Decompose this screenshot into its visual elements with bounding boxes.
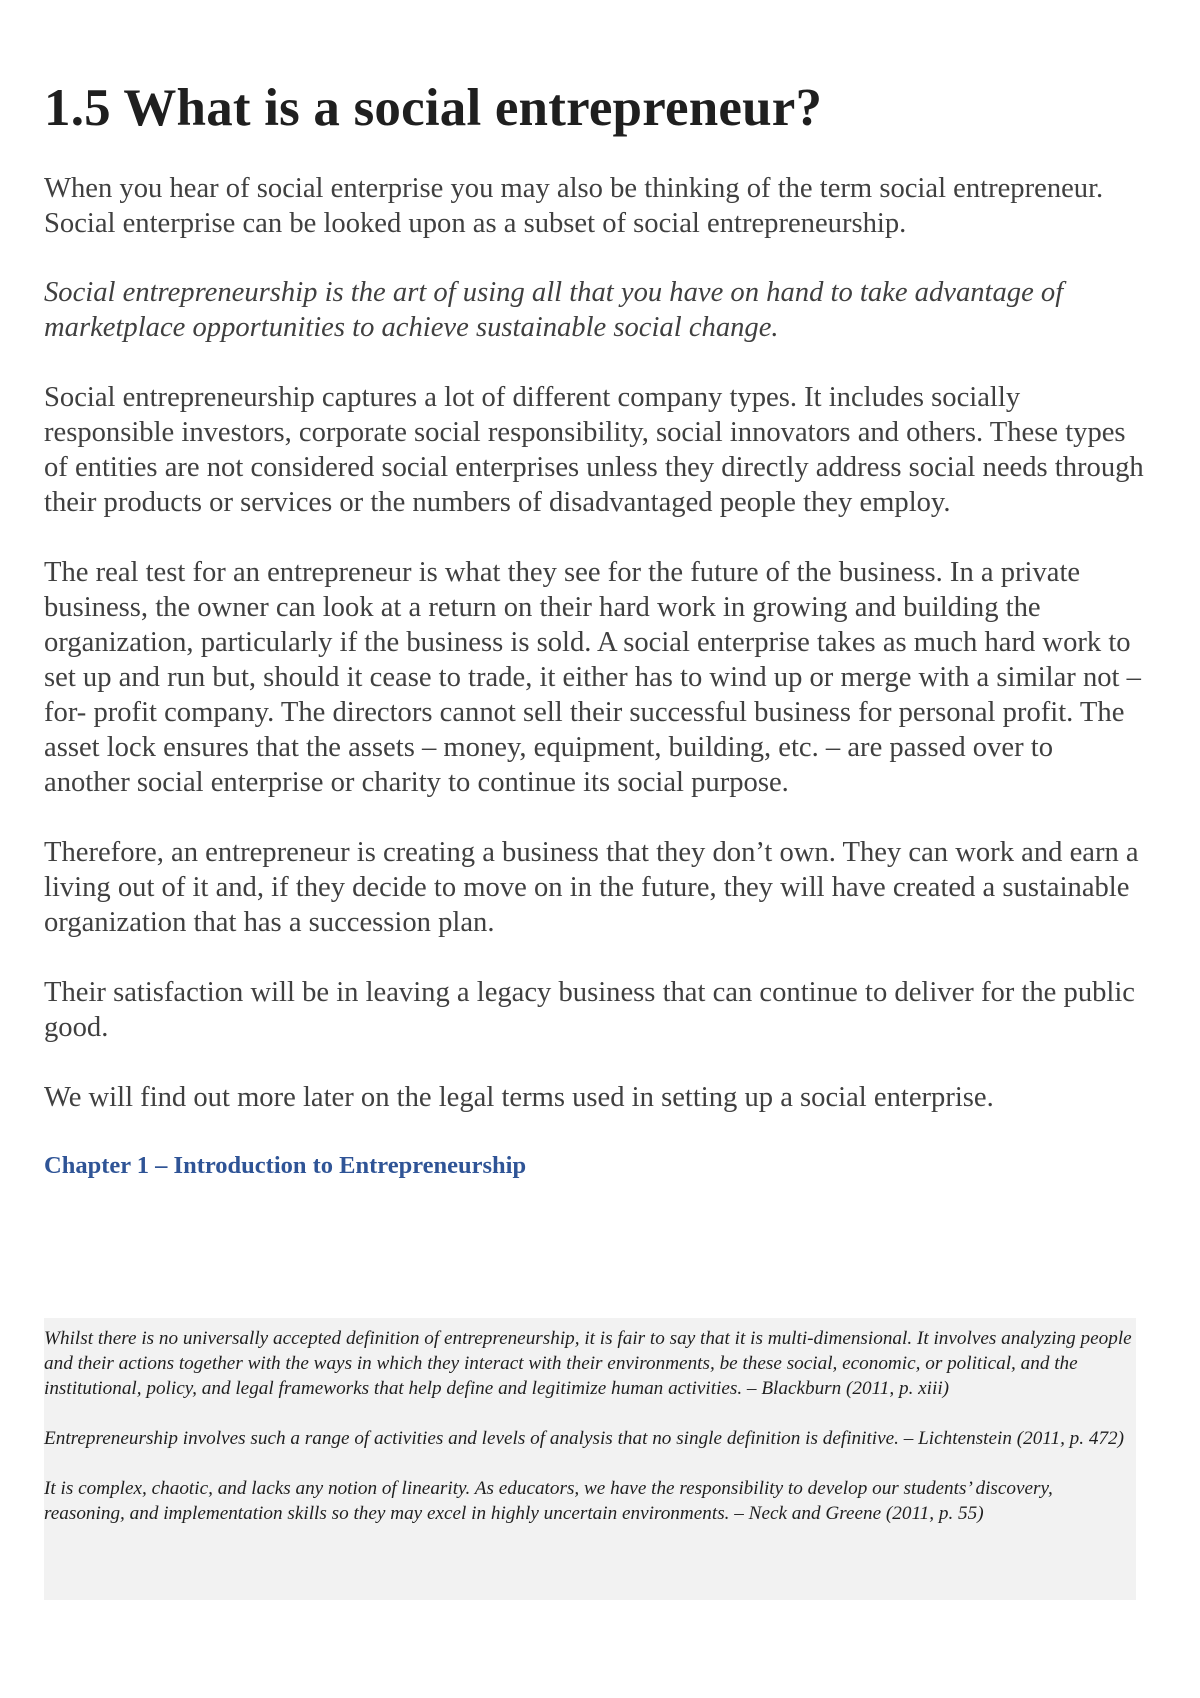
quote-neck-greene: It is complex, chaotic, and lacks any notion of linearity. As educators, we have the responsibility to develop our students’ discovery, reasoning, and implementation skills so they may excel in highly uncertain environments. – Neck and Greene (2011, p. 55) xyxy=(44,1478,1053,1524)
paragraph-definition: Social entrepreneurship is the art of using all that you have on hand to take advantage of marketplace opportunities to achieve sustainable social change. xyxy=(44,277,1064,343)
quotes-box xyxy=(44,1318,1136,1600)
paragraph-real-test: The real test for an entrepreneur is what they see for the future of the business. In a private business, the owner can look at a return on their hard work in growing and building the organization, particularly if the business is sold. A social enterprise takes as much hard work to set up and run but, should it cease to trade, it either has to wind up or merge with a similar not –for- profit company. The directors cannot sell their successful business for personal profit. The asset lock ensures that the assets – money, equipment, building, etc. – are passed over to another social enterprise or charity to continue its social purpose. xyxy=(44,557,1141,798)
section-title: 1.5 What is a social entrepreneur? xyxy=(44,79,823,137)
paragraph-company-types: Social entrepreneurship captures a lot of different company types. It includes socially responsible investors, corporate social responsibility, social innovators and others. These types of entities are not considered social enterprises unless they directly address social needs through their products or services or the numbers of disadvantaged people they employ. xyxy=(44,382,1144,518)
paragraph-satisfaction: Their satisfaction will be in leaving a legacy business that can continue to deliver for the public good. xyxy=(44,977,1135,1043)
quote-lichtenstein: Entrepreneurship involves such a range of activities and levels of analysis that no single definition is definitive. – Lichtenstein (2011, p. 472) xyxy=(44,1428,1125,1449)
quote-blackburn: Whilst there is no universally accepted definition of entrepreneurship, it is fair to say that it is multi-dimensional. It involves analyzing people and their actions together with the ways in which they interact with their environments, be these social, economic, or political, and the institutional, policy, and legal frameworks that help define and legitimize human activities. – Blackburn (2011, p. xiii) xyxy=(44,1328,1132,1399)
paragraph-later: We will find out more later on the legal terms used in setting up a social enterprise. xyxy=(44,1082,994,1113)
paragraph-intro: When you hear of social enterprise you may also be thinking of the term social entrepreneur. Social enterprise can be looked upon as a subset of social entrepreneurship. xyxy=(44,173,1104,239)
paragraph-therefore: Therefore, an entrepreneur is creating a business that they don’t own. They can work and earn a living out of it and, if they decide to move on in the future, they will have created a sustainable organization that has a succession plan. xyxy=(44,837,1139,938)
document-page xyxy=(44,0,1144,1524)
chapter-heading: Chapter 1 – Introduction to Entrepreneurship xyxy=(44,1152,527,1179)
